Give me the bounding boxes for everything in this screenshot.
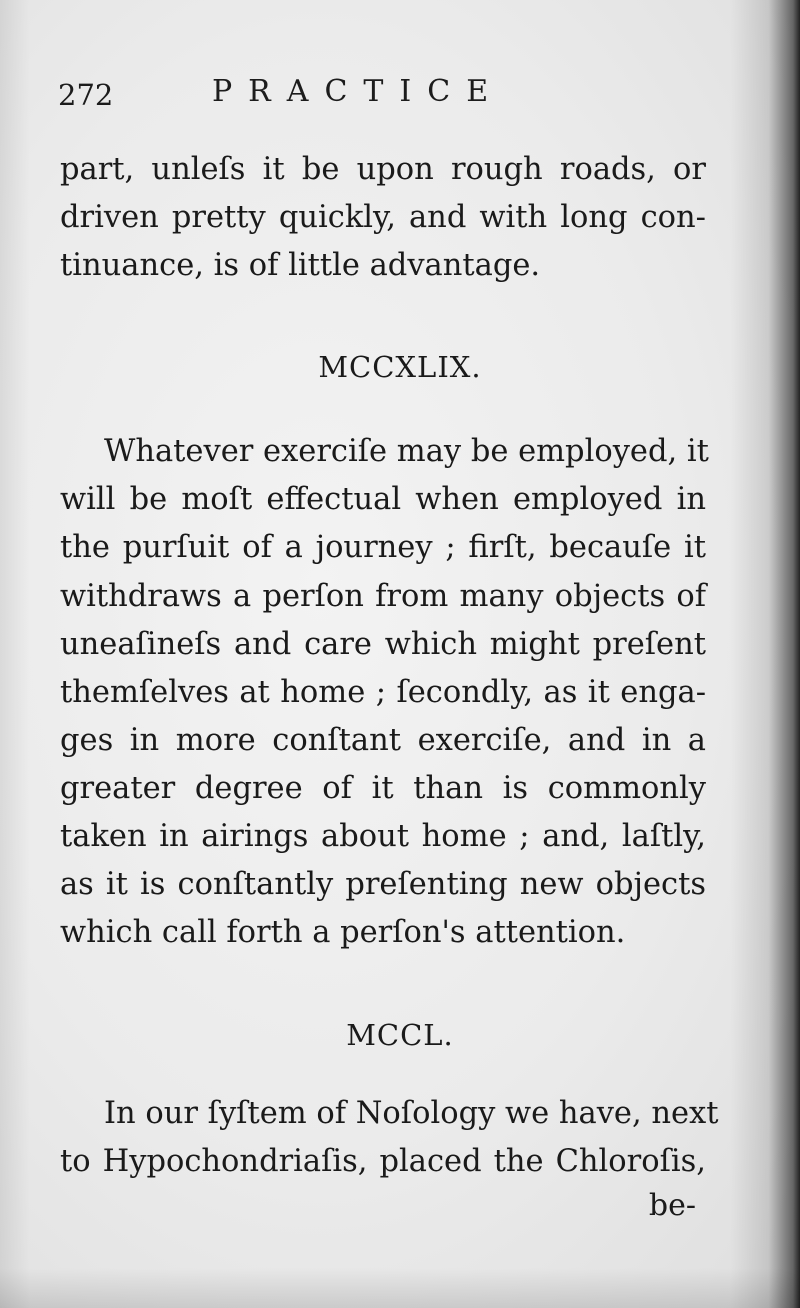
text-line: tinuance, is of little advantage.: [60, 248, 541, 283]
section-heading: MCCXLIX.: [318, 350, 482, 384]
page-number: 272: [58, 78, 114, 112]
text-line: themſelves at home ; ſecondly, as it enga-: [60, 675, 706, 710]
catchword: be-: [648, 1188, 696, 1223]
page-bottom-shadow: [0, 1268, 800, 1308]
text-line: part, unleſs it be upon rough roads, or: [60, 152, 706, 187]
text-line: which call forth a perſon's attention.: [60, 915, 626, 950]
text-line: uneaſineſs and care which might preſent: [60, 627, 706, 662]
text-line: to Hypochondriaſis, placed the Chloroſis,: [60, 1144, 706, 1179]
text-line: driven pretty quickly, and with long con-: [60, 200, 706, 235]
text-line: as it is conſtantly preſenting new objects: [60, 867, 706, 902]
page-edge-shadow: [730, 0, 800, 1308]
section-heading: MCCL.: [346, 1018, 454, 1052]
text-line: greater degree of it than is commonly: [60, 771, 706, 806]
text-line: Whatever exerciſe may be employed, it: [104, 434, 709, 469]
running-head: PRACTICE: [212, 74, 505, 109]
text-line: will be moſt effectual when employed in: [60, 482, 706, 517]
text-line: taken in airings about home ; and, laſtly,: [60, 819, 706, 854]
text-line: In our ſyſtem of Noſology we have, next: [104, 1096, 719, 1131]
page-header: [58, 74, 698, 124]
page-gutter-shadow: [0, 0, 30, 1308]
text-line: the purſuit of a journey ; firſt, becauſe it: [60, 530, 706, 565]
text-line: ges in more conſtant exerciſe, and in a: [60, 723, 706, 758]
text-line: withdraws a perſon from many objects of: [60, 579, 706, 614]
